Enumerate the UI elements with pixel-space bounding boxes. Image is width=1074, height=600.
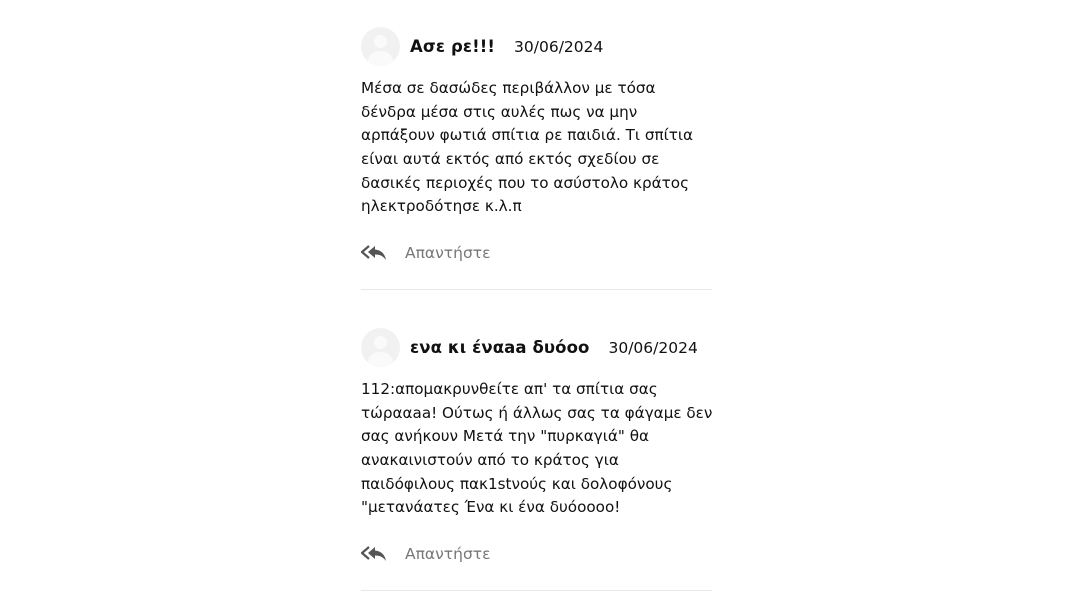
comment-header	[361, 27, 712, 66]
reply-button[interactable]	[361, 542, 712, 566]
comment-line: αρπάξουν φωτιά σπίτια ρε παιδιά. Τι σπίτια	[361, 126, 694, 145]
comment-line: δένδρα μέσα στις αυλές πως να μην	[361, 102, 638, 121]
comment-line: δασικές περιοχές που το ασύστολο κράτος	[361, 173, 689, 192]
reply-button[interactable]	[361, 241, 712, 265]
reply-label: Απαντήστε	[405, 545, 491, 564]
comment-author: Ασε ρε!!!	[410, 37, 496, 56]
avatar	[361, 27, 400, 66]
comment-author: ενα κι έναaa δυόοο	[410, 338, 590, 357]
comment-line: σας ανήκουν Μετά την "πυρκαγιά" θα	[361, 427, 649, 446]
comment-date: 30/06/2024	[514, 37, 604, 56]
comment-body	[361, 378, 712, 520]
comment-line: παιδόφιλους πακ1stνούς και δολοφόνους	[361, 474, 673, 493]
comment-date: 30/06/2024	[608, 338, 698, 357]
divider	[361, 590, 712, 591]
comment	[361, 27, 712, 265]
divider	[361, 289, 712, 290]
comment-line: "μετανάατες Ένα κι ένα δυόoooo!	[361, 498, 621, 517]
comment-line: ηλεκτροδότησε κ.λ.π	[361, 197, 522, 216]
comment-line: είναι αυτά εκτός από εκτός σχεδίου σε	[361, 150, 660, 169]
comment-body	[361, 77, 712, 219]
comment-line: Μέσα σε δασώδες περιβάλλον με τόσα	[361, 79, 656, 97]
comment-header	[361, 328, 712, 367]
comment-line: τώρααaa! Ούτως ή άλλως σας τα φάγαμε δεν	[361, 403, 713, 422]
reply-all-icon	[361, 244, 387, 262]
avatar	[361, 328, 400, 367]
comment-line: 112:απομακρυνθείτε απ' τα σπίτια σας	[361, 380, 658, 398]
reply-all-icon	[361, 545, 387, 563]
comment-line: ανακαινιστούν από το κράτος για	[361, 451, 619, 470]
comment	[361, 328, 712, 566]
reply-label: Απαντήστε	[405, 244, 491, 263]
